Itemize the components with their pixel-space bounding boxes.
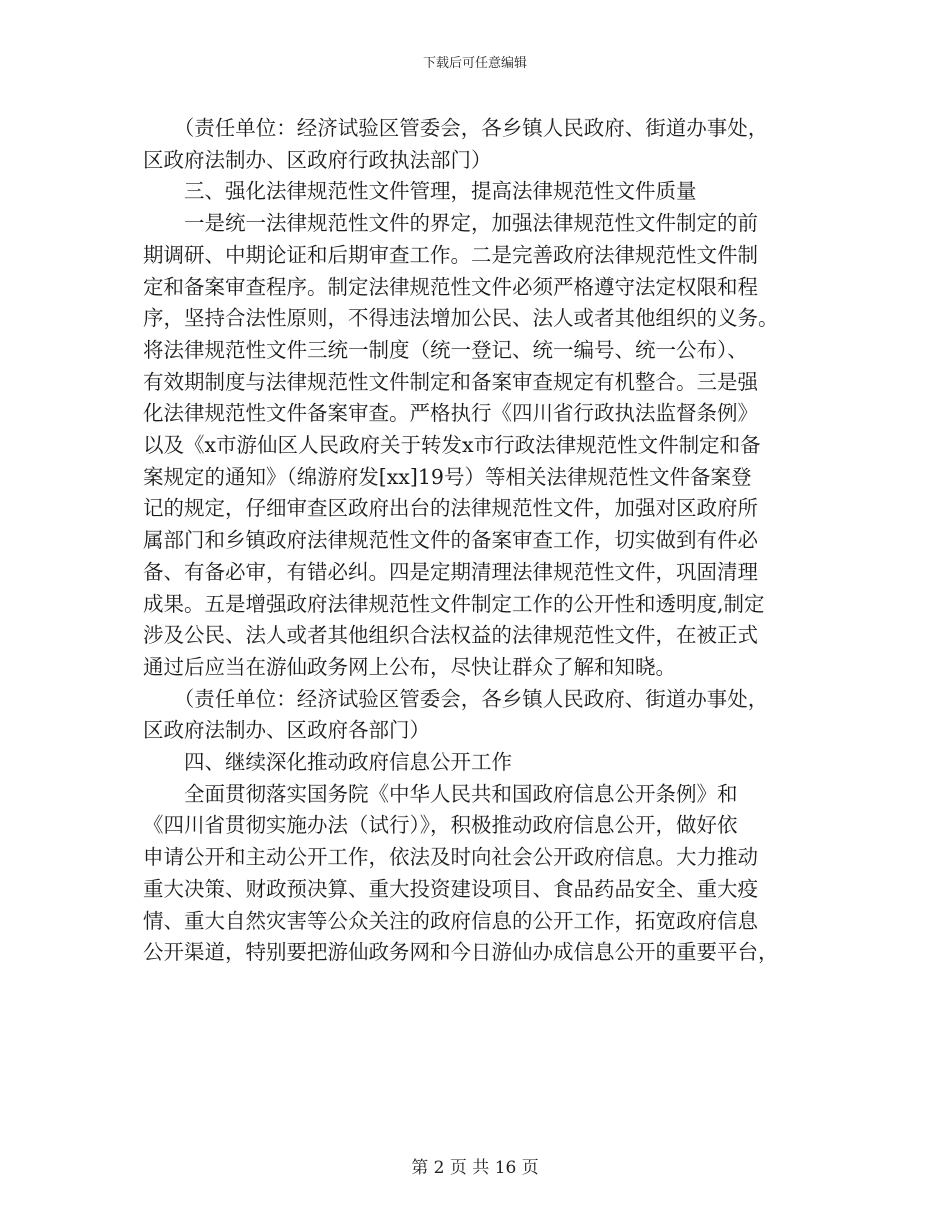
section-heading: 四、继续深化推动政府信息公开工作 bbox=[143, 750, 512, 775]
text-line: 全面贯彻落实国务院《中华人民共和国政府信息公开条例》和 bbox=[143, 781, 738, 806]
text-line: （责任单位：经济试验区管委会，各乡镇人民政府、街道办事处， bbox=[143, 686, 769, 711]
text-line: （责任单位：经济试验区管委会，各乡镇人民政府、街道办事处， bbox=[143, 116, 769, 140]
text-line: 化法律规范性文件备案审查。严格执行《四川省行政执法监督条例》 bbox=[143, 401, 758, 426]
text-line: 以及《x市游仙区人民政府关于转发x市行政法律规范性文件制定和备 bbox=[143, 433, 761, 458]
text-line: 有效期制度与法律规范性文件制定和备案审查规定有机整合。三是强 bbox=[143, 369, 758, 394]
text-line: 将法律规范性文件三统一制度（统一登记、统一编号、统一公布）、 bbox=[143, 337, 748, 362]
section-heading: 三、强化法律规范性文件管理，提高法律规范性文件质量 bbox=[143, 179, 697, 204]
text-line: 《四川省贯彻实施办法（试行）》，积极推动政府信息公开，做好依 bbox=[143, 813, 738, 838]
document-body bbox=[143, 113, 809, 969]
text-line: 重大决策、财政预决算、重大投资建设项目、食品药品安全、重大疫 bbox=[143, 876, 758, 901]
text-line: 序，坚持合法性原则，不得违法增加公民、法人或者其他组织的义务。 bbox=[143, 306, 779, 331]
page-number-footer: 第 2 页 共 16 页 bbox=[411, 1158, 539, 1178]
text-line: 区政府法制办、区政府行政执法部门） bbox=[143, 147, 492, 172]
text-line: 定和备案审查程序。制定法律规范性文件必须严格遵守法定权限和程 bbox=[143, 274, 758, 299]
text-line: 一是统一法律规范性文件的界定，加强法律规范性文件制定的前 bbox=[143, 211, 758, 236]
text-line: 案规定的通知》（绵游府发[xx]19号）等相关法律规范性文件备案登 bbox=[143, 464, 752, 489]
text-line: 记的规定，仔细审查区政府出台的法律规范性文件，加强对区政府所 bbox=[143, 496, 758, 521]
page-header: 下载后可任意编辑 bbox=[422, 56, 527, 71]
text-line: 备、有备必审，有错必纠。四是定期清理法律规范性文件，巩固清理 bbox=[143, 559, 758, 584]
text-line: 涉及公民、法人或者其他组织合法权益的法律规范性文件，在被正式 bbox=[143, 623, 758, 648]
text-line: 申请公开和主动公开工作，依法及时向社会公开政府信息。大力推动 bbox=[143, 845, 758, 870]
text-line: 公开渠道，特别要把游仙政务网和今日游仙办成信息公开的重要平台， bbox=[143, 940, 779, 965]
text-line: 成果。五是增强政府法律规范性文件制定工作的公开性和透明度,制定 bbox=[143, 591, 765, 616]
text-line: 通过后应当在游仙政务网上公布，尽快让群众了解和知晓。 bbox=[143, 654, 676, 679]
text-line: 情、重大自然灾害等公众关注的政府信息的公开工作，拓宽政府信息 bbox=[143, 908, 758, 933]
text-line: 期调研、中期论证和后期审查工作。二是完善政府法律规范性文件制 bbox=[143, 242, 758, 267]
text-line: 区政府法制办、区政府各部门） bbox=[143, 718, 430, 743]
text-line: 属部门和乡镇政府法律规范性文件的备案审查工作，切实做到有件必 bbox=[143, 528, 758, 553]
